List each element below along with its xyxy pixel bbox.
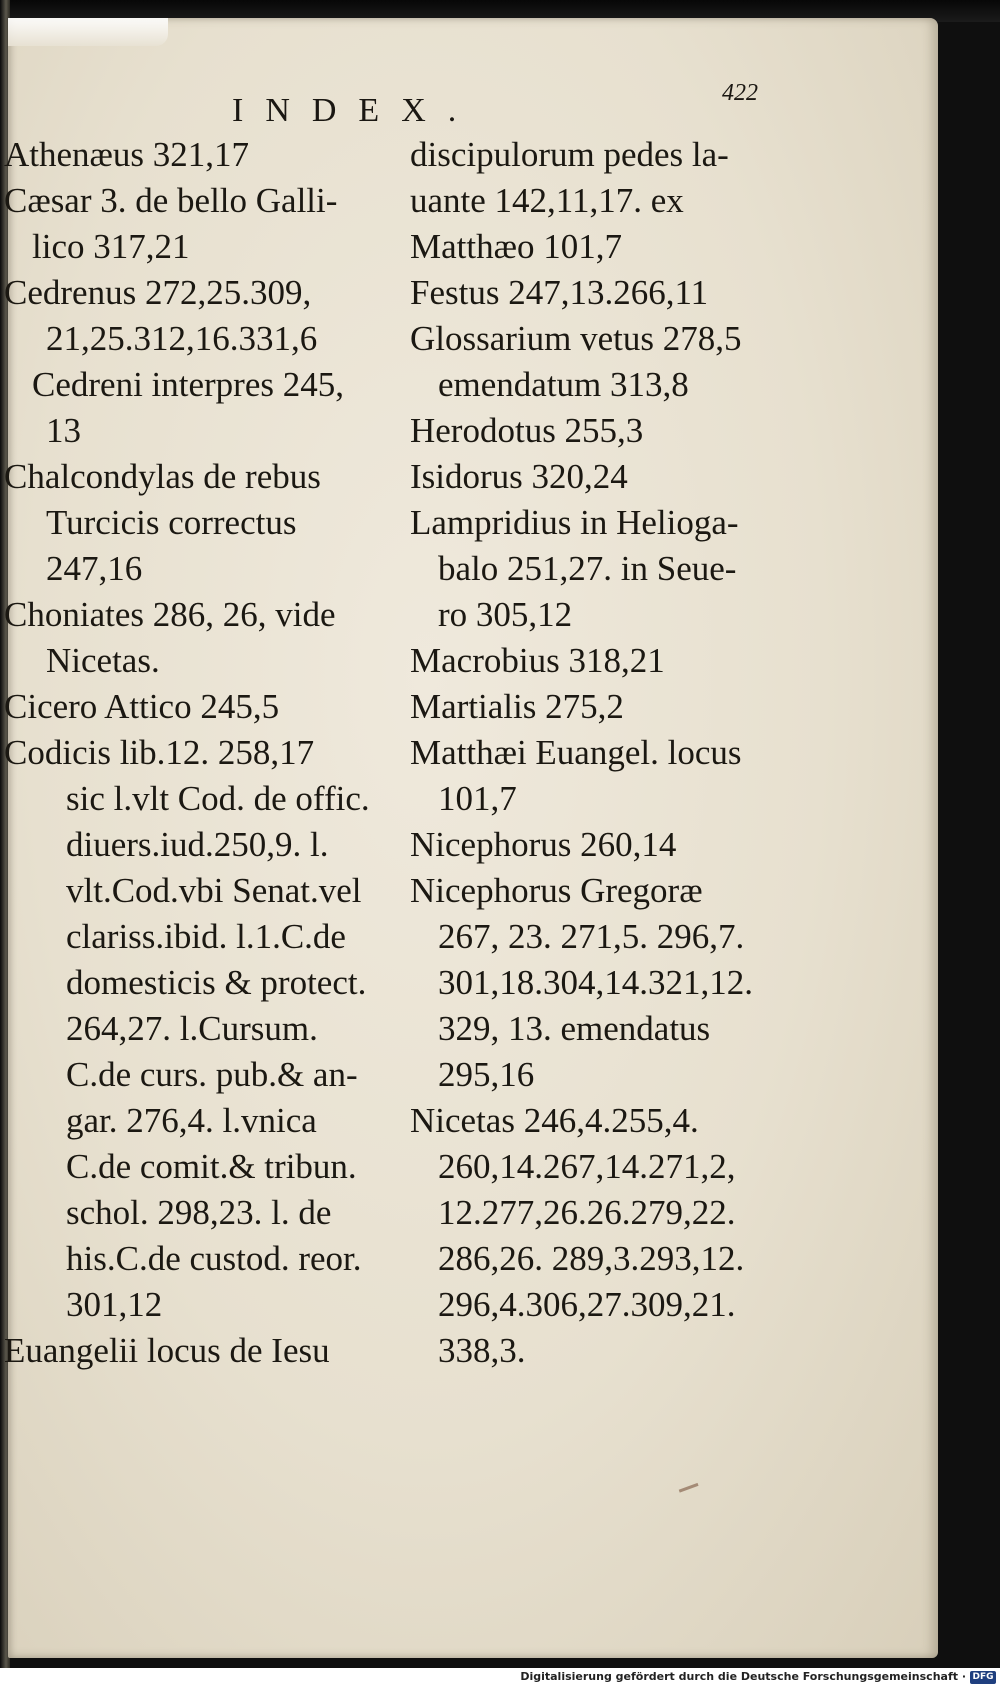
index-line: 12.277,26.26.279,22. [438, 1193, 736, 1232]
index-line: vlt.Cod.vbi Senat.vel [66, 871, 362, 910]
index-line: schol. 298,23. l. de [66, 1193, 332, 1232]
index-line: his.C.de custod. reor. [66, 1239, 362, 1278]
index-line: Festus 247,13.266,11 [410, 273, 709, 312]
index-line: emendatum 313,8 [438, 365, 689, 404]
index-line: Cæsar 3. de bello Galli- [4, 181, 338, 220]
index-line: Isidorus 320,24 [410, 457, 628, 496]
index-line: Chalcondylas de rebus [4, 457, 321, 496]
index-line: Macrobius 318,21 [410, 641, 665, 680]
index-line: Euangelii locus de Iesu [4, 1331, 330, 1370]
index-line: C.de curs. pub.& an- [66, 1055, 358, 1094]
index-line: Choniates 286, 26, vide [4, 595, 336, 634]
index-line: Nicephorus Gregoræ [410, 871, 703, 910]
index-line: 13 [46, 411, 81, 450]
index-line: 264,27. l.Cursum. [66, 1009, 318, 1048]
index-line: Codicis lib.12. 258,17 [4, 733, 315, 772]
index-line: Turcicis correctus [46, 503, 297, 542]
dfg-logo: DFG [970, 1671, 996, 1684]
index-line: 301,18.304,14.321,12. [438, 963, 753, 1002]
page-corner-fold [8, 18, 168, 46]
index-line: Matthæo 101,7 [410, 227, 622, 266]
index-line: Cedreni interpres 245, [32, 365, 344, 404]
page-title: INDEX. [232, 92, 479, 129]
index-line: gar. 276,4. l.vnica [66, 1101, 317, 1140]
digitization-footer [0, 1668, 1000, 1688]
index-line: Herodotus 255,3 [410, 411, 644, 450]
index-line: Athenæus 321,17 [4, 135, 249, 174]
index-line: 260,14.267,14.271,2, [438, 1147, 736, 1186]
index-line: Cicero Attico 245,5 [4, 687, 280, 726]
index-line: lico 317,21 [32, 227, 190, 266]
index-line: diuers.iud.250,9. l. [66, 825, 329, 864]
index-line: Nicetas. [46, 641, 160, 680]
index-line: Cedrenus 272,25.309, [4, 273, 312, 312]
footer-credit: Digitalisierung gefördert durch die Deutsche Forschungsgemeinschaft · [520, 1670, 966, 1683]
index-line: 329, 13. emendatus [438, 1009, 711, 1048]
index-line: uante 142,11,17. ex [410, 181, 684, 220]
index-line: 21,25.312,16.331,6 [46, 319, 318, 358]
index-line: 286,26. 289,3.293,12. [438, 1239, 745, 1278]
index-line: Martialis 275,2 [410, 687, 624, 726]
index-line: Glossarium vetus 278,5 [410, 319, 742, 358]
page-header [0, 80, 1000, 132]
index-line: 247,16 [46, 549, 143, 588]
index-line: 101,7 [438, 779, 517, 818]
index-line: sic l.vlt Cod. de offic. [66, 779, 370, 818]
index-line: 338,3. [438, 1331, 526, 1370]
page-number: 422 [722, 80, 758, 106]
index-line: Matthæi Euangel. locus [410, 733, 742, 772]
index-line: C.de comit.& tribun. [66, 1147, 357, 1186]
index-line: ro 305,12 [438, 595, 573, 634]
index-line: domesticis & protect. [66, 963, 367, 1002]
index-line: Lampridius in Helioga- [410, 503, 739, 542]
index-column-right [410, 132, 810, 1374]
index-line: 301,12 [66, 1285, 163, 1324]
index-line: clariss.ibid. l.1.C.de [66, 917, 346, 956]
index-line: Nicetas 246,4.255,4. [410, 1101, 699, 1140]
index-column-left [4, 132, 396, 1374]
index-line: 267, 23. 271,5. 296,7. [438, 917, 745, 956]
index-line: balo 251,27. in Seue- [438, 549, 737, 588]
index-line: 295,16 [438, 1055, 535, 1094]
index-line: discipulorum pedes la- [410, 135, 729, 174]
index-line: 296,4.306,27.309,21. [438, 1285, 736, 1324]
index-line: Nicephorus 260,14 [410, 825, 677, 864]
